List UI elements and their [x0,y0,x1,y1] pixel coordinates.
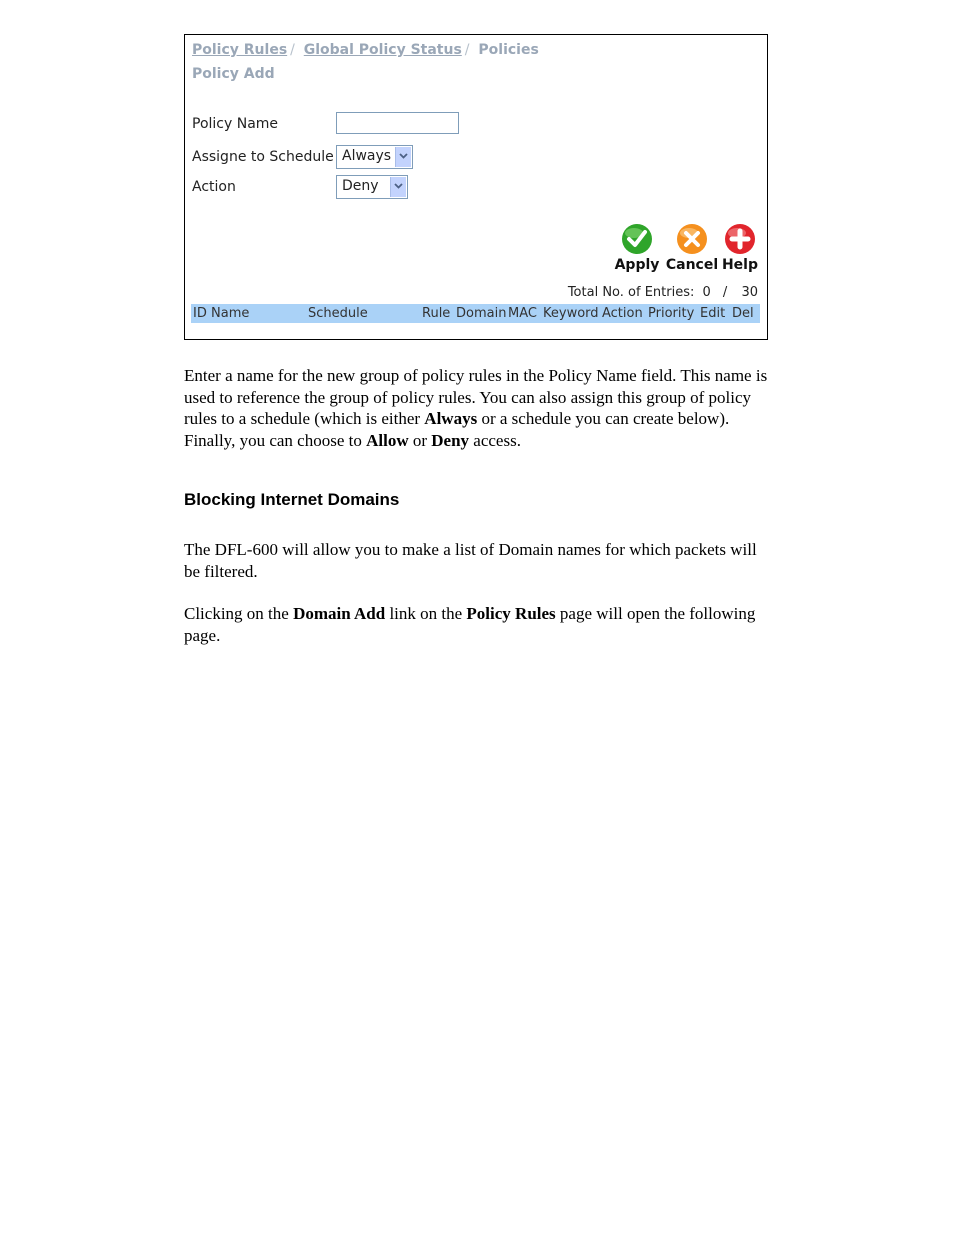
para3-bold-policy-rules: Policy Rules [466,604,556,623]
entries-current: 0 [702,285,711,300]
column-header-keyword: Keyword [543,306,599,321]
column-header-domain: Domain [456,306,507,321]
page-title: Policy Add [192,66,275,82]
x-icon [676,223,708,255]
chevron-down-icon[interactable] [390,177,406,197]
schedule-label: Assigne to Schedule [192,149,334,165]
column-header-action: Action [602,306,643,321]
para3-text-3: page will open the following page. [184,604,756,645]
breadcrumb-global-policy-status[interactable]: Global Policy Status [303,42,462,58]
action-label: Action [192,179,236,195]
apply-label: Apply [614,257,660,273]
paragraph-domain-add [184,603,774,646]
plus-icon [724,223,756,255]
entries-max: 30 [741,285,758,300]
policy-name-label: Policy Name [192,116,279,132]
column-header-id: ID [193,306,207,321]
chevron-down-icon[interactable] [395,147,411,167]
column-header-priority: Priority [648,306,695,321]
para1-text-2: or a schedule you can create below). Finally, you can choose to [184,409,730,450]
breadcrumb-separator: / [464,42,470,58]
cancel-button[interactable] [665,223,719,273]
column-header-schedule: Schedule [308,306,368,321]
action-select[interactable] [336,175,408,199]
breadcrumb-separator: / [290,42,295,58]
para1-bold-always: Always [424,409,478,428]
para3-text-2: link on the [385,604,467,623]
para1-bold-deny: Deny [431,430,470,450]
entries-label: Total No. of Entries: [567,285,695,300]
column-header-edit: Edit [700,306,726,321]
entries-count [568,285,758,300]
policy-name-input[interactable] [336,112,459,134]
para3-text-1: Clicking on the [184,604,294,623]
para2-text: The DFL-600 will allow you to make a list of Domain names for which packets will be filtered. [184,540,757,581]
schedule-select[interactable] [336,145,413,169]
para3-bold-domain-add: Domain Add [293,604,386,623]
para1-text-1: Enter a name for the new group of policy rules in the Policy Name field. This name is used to reference the group of policy rules. You can also assign this group of policy rules to a schedule (which is either [184,366,768,428]
paragraph-blocking-domains [184,539,774,582]
column-header-del: Del [732,306,754,321]
policy-add-screenshot [184,34,768,340]
schedule-select-value: Always [342,148,392,164]
entries-separator: / [722,285,728,300]
para1-bold-allow: Allow [366,430,409,450]
paragraph-policy-add [184,365,774,451]
breadcrumb-policy-rules[interactable]: Policy Rules [192,42,288,58]
help-label: Help [721,257,759,273]
section-heading: Blocking Internet Domains [184,490,400,509]
column-header-rule: Rule [422,306,451,321]
check-icon [621,223,653,255]
cancel-label: Cancel [665,257,719,273]
action-select-value: Deny [342,178,379,194]
para1-text-4: access. [469,430,521,450]
help-button[interactable] [721,223,759,273]
column-header-mac: MAC [508,306,537,321]
breadcrumb-policies: Policies [478,42,539,58]
column-header-name: Name [211,306,250,321]
policy-table-header [191,304,760,323]
breadcrumb [192,42,539,58]
para1-text-3: or [408,430,432,450]
apply-button[interactable] [613,223,661,273]
